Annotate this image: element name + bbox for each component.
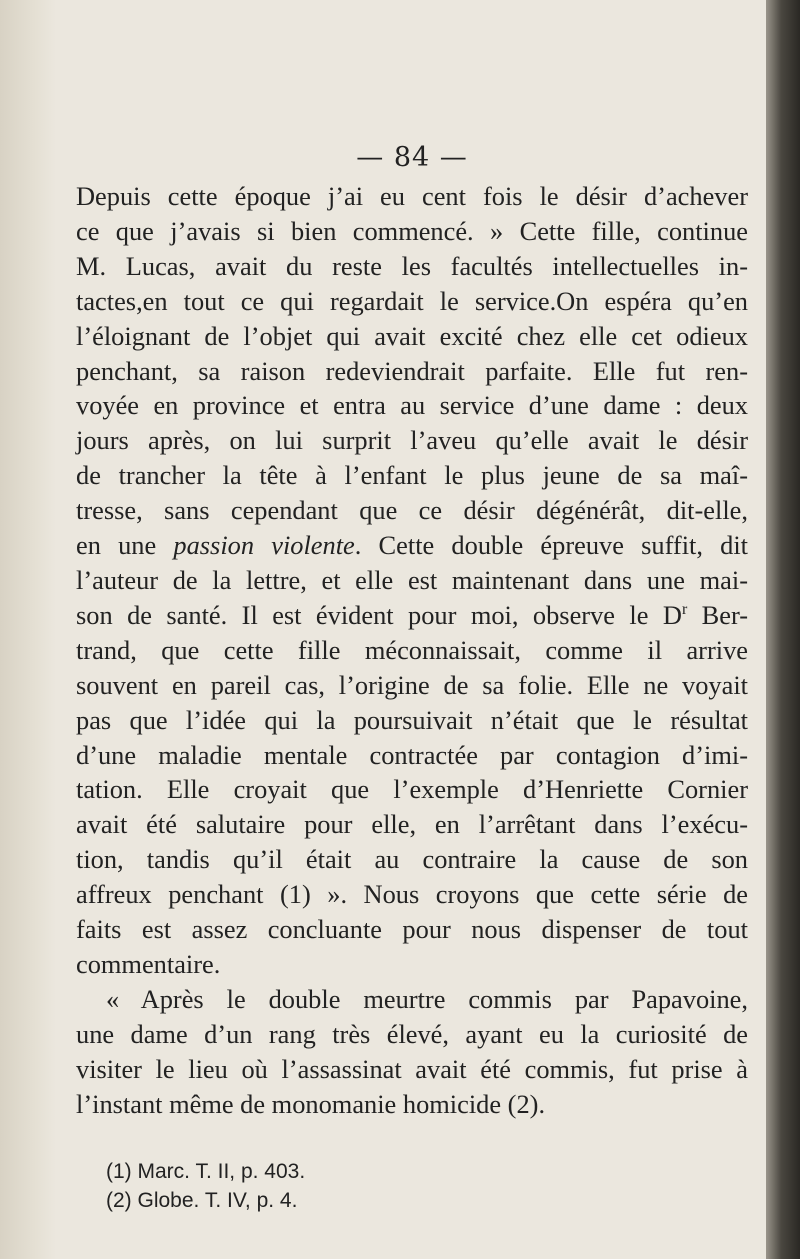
text-line: voyée en province et entra au service d’une dame : deux	[76, 390, 748, 421]
text-line: trand, que cette fille méconnaissait, comme il arrive	[76, 634, 748, 665]
text-line: « Après le double meurtre commis par Papavoine,	[106, 983, 748, 1014]
text-line: une dame d’un rang très élevé, ayant eu la curiosité de	[76, 1018, 748, 1049]
footnote: (1) Marc. T. II, p. 403.	[106, 1160, 306, 1184]
text-line	[76, 528, 748, 563]
text-line: d’une maladie mentale contractée par contagion d’imi-	[76, 739, 748, 770]
superscript: r	[681, 601, 688, 619]
text-fragment: en une	[76, 530, 174, 561]
footnote: (2) Globe. T. IV, p. 4.	[106, 1189, 298, 1213]
body-text	[76, 179, 748, 1121]
text-line	[76, 598, 748, 633]
text-line: M. Lucas, avait du reste les facultés intellectuelles in-	[76, 250, 748, 281]
text-line: tresse, sans cependant que ce désir dégénérât, dit-elle,	[76, 495, 748, 526]
book-page	[76, 142, 748, 1215]
page-number: — 84 —	[356, 142, 468, 173]
text-line: avait été salutaire pour elle, en l’arrêtant dans l’exécu-	[76, 809, 748, 840]
text-line: tactes,en tout ce qui regardait le service.On espéra qu’en	[76, 285, 748, 316]
italic-phrase: passion violente	[173, 530, 355, 561]
footnotes	[106, 1157, 748, 1215]
page-left-margin	[0, 0, 56, 1259]
text-line: de trancher la tête à l’enfant le plus jeune de sa maî-	[76, 460, 748, 491]
text-line: tation. Elle croyait que l’exemple d’Henriette Cornier	[76, 774, 748, 805]
text-line: souvent en pareil cas, l’origine de sa folie. Elle ne voyait	[76, 669, 748, 700]
book-spine-shadow	[766, 0, 800, 1259]
text-line: l’éloignant de l’objet qui avait excité chez elle cet odieux	[76, 320, 748, 351]
text-fragment: . Cette double épreuve suffit, dit	[354, 530, 749, 561]
text-line: Depuis cette époque j’ai eu cent fois le désir d’achever	[76, 181, 748, 211]
text-line: penchant, sa raison redeviendrait parfaite. Elle fut ren-	[76, 355, 748, 386]
text-fragment: Ber-	[687, 599, 749, 630]
text-line: l’instant même de monomanie homicide (2).	[76, 1088, 546, 1119]
text-line: commentaire.	[76, 948, 221, 979]
text-line: faits est assez concluante pour nous dispenser de tout	[76, 914, 748, 945]
text-fragment: son de santé. Il est évident pour moi, observe le D	[76, 599, 682, 630]
text-line: affreux penchant (1) ». Nous croyons que cette série de	[76, 879, 748, 910]
text-line: l’auteur de la lettre, et elle est maintenant dans une mai-	[76, 564, 748, 595]
text-line: visiter le lieu où l’assassinat avait été commis, fut prise à	[76, 1053, 748, 1084]
text-line: ce que j’avais si bien commencé. » Cette fille, continue	[76, 215, 748, 246]
text-line: tion, tandis qu’il était au contraire la cause de son	[76, 844, 748, 875]
text-line: pas que l’idée qui la poursuivait n’était que le résultat	[76, 704, 748, 735]
text-line: jours après, on lui surprit l’aveu qu’elle avait le désir	[76, 425, 748, 456]
